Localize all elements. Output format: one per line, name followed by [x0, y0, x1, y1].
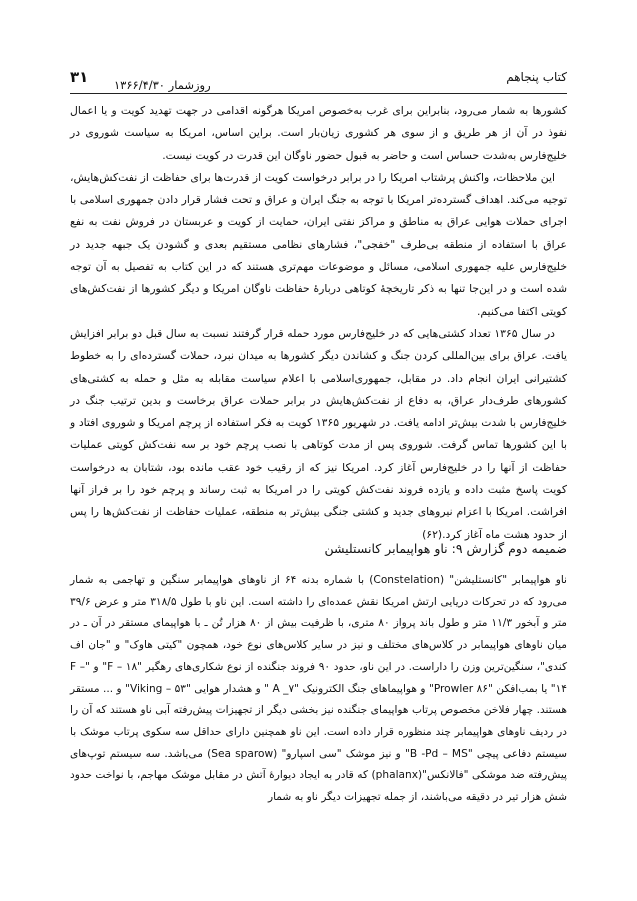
main-text — [70, 100, 567, 546]
book-title: کتاب پنجاهم — [506, 70, 567, 84]
paragraph: در سال ۱۳۶۵ تعداد کشتی‌هایی که در خلیج‌فارس مورد حمله قرار گرفتند نسبت به سال قبل دو برابر افزایش یافت. عراق برای بین‌المللی کردن جنگ و کشاندن دیگر کشورها به میدان نبرد، حملات گسترده‌ای را به خطوط کشتیرانی ایران انجام داد. در مقابل، جمهوری‌اسلامی با اعلام سیاست مقابله به مثل و حمله به کشتی‌های کشورهای طرف‌دار عراق، به دفاع از نفت‌کش‌هایش در برابر حملات عراق برخاست و بدین ترتیب جنگ در خلیج‌فارس با شدت بیش‌تر ادامه یافت. در شهریور ۱۳۶۵ کویت به فکر استفاده از پرچم امریکا و شوروی افتاد و با این کشورها تماس گرفت. شوروی پس از مدت کوتاهی با نصب پرچم خود بر سه نفت‌کش کویتی عملیات حفاظت از آنها را در خلیج‌فارس آغاز کرد. امریکا نیز که از رقیب خود عقب مانده بود، شتابان به درخواست کویت پاسخ مثبت داده و یازده فروند نفت‌کش کویتی را در امریکا به ثبت رساند و پرچم خود را بر فراز آنها افراشت. امریکا با اعزام نیروهای جدید و کشتی جنگی بیش‌تر به منطقه، عملیات حفاظت از نفت‌کش‌ها را پس از حدود هشت ماه آغاز کرد.(۶۲) — [70, 326, 568, 541]
paragraph: ناو هواپیمابر "کانستلیشن" (Constelation) با شماره بدنه ۶۴ از ناوهای هواپیمابر سنگین و تهاجمی به شمار می‌رود که در تحرکات دریایی ارتش امریکا نقش عمده‌ای را داشته است. این ناو با طول ۳۱۸/۵ متر و عرض ۳۹/۶ متر و آبخور ۱۱/۳ متر و طول باند پرواز ۸۰ متری، با ظرفیت بیش از ۸۰ هزار تُن ـ با هواپیمای مستقر در آن ـ در میان ناوهای هواپیمابر در کلاس‌های مختلف و نیز در سایر کلاس‌های نوع خود، همچون "کیتی هاوک" و "جان اف کندی"، سنگین‌ترین وزن را داراست. در این ناو، حدود ۹۰ فروند جنگنده از نوع شکاری‌های رهگیر "F – ۱۸" و "F – ۱۴" یا بمب‌افکن "Prowler ۸۶" و هواپیماهای جنگ الکترونیک "A _۷ " و هشدار هوایی "Viking – ۵۳" و ... مستقر هستند. چهار فلاخن مخصوص پرتاب هواپیمای جنگنده نیز بخشی دیگر از تجهیزات پیش‌رفته آبی ناو هستند که آن را در ردیف ناوهای هواپیمابر چند منظوره قرار داده است. این ناو همچنین دارای حداقل سه سکوی پرتاب موشک با سیستم دفاعی پیچی "B -Pd – MS" و نیز موشک "سی اسپارو" (Sea sparow) می‌باشد. سه سیستم توپ‌های پیش‌رفته ضد موشکی "فالانکس"(phalanx) که قادر به ایجاد دیوارهٔ آتش در مقابل موشک مهاجم، با نواخت حدود شش هزار تیر در دقیقه می‌باشند، از جمله تجهیزات دیگر ناو به شمار — [70, 574, 568, 804]
header-rule — [70, 93, 567, 94]
section-text — [70, 570, 567, 809]
paragraph: این ملاحظات، واکنش پرشتاب امریکا را در برابر درخواست کویت از قدرت‌ها برای حفاظت از نفت‌کش‌هایش، توجیه می‌کند. اهداف گسترده‌تر امریکا با توجه به جنگ ایران و عراق و تحت فشار قرار دادن جمهوری اسلامی با اجرای حملات هوایی عراق به مناطق و مراکز نفتی ایران، حمایت از کویت و عربستان در فروش نفت به نفع عراق با استفاده از منطقه بی‌طرف "خفجی"، فشارهای نظامی مستقیم بعدی و گشودن یک جبهه جدید در خلیج‌فارس علیه جمهوری اسلامی، مسائل و موضوعات مهم‌تری هستند که در این کتاب به تفصیل به آن توجه شده است و در این‌جا تنها به ذکر تاریخچهٔ کوتاهی دربارهٔ حفاظت ناوگان امریکا و دیگر کشورها از نفت‌کش‌های کویتی اکتفا می‌کنیم. — [70, 170, 567, 318]
date-line: روزشمار ۱۳۶۶/۴/۳۰ — [114, 78, 211, 92]
page-number: ۳۱ — [70, 68, 89, 86]
running-header — [70, 68, 567, 90]
paragraph: کشورها به شمار می‌رود، بنابراین برای غرب به‌خصوص امریکا هرگونه اقدامی در جهت تهدید کویت و یا اعمال نفوذ در آن از هر طریق و از سوی هر کشوری زیان‌بار است. براین اساس، امریکا به سیاست شوروی در خلیج‌فارس به‌شدت حساس است و حاضر به قبول حضور ناوگان این قدرت در کویت نیست. — [70, 104, 567, 162]
section-title: ضمیمه دوم گزارش ۹: ناو هواپیمابر کانستلیشن — [324, 541, 567, 556]
